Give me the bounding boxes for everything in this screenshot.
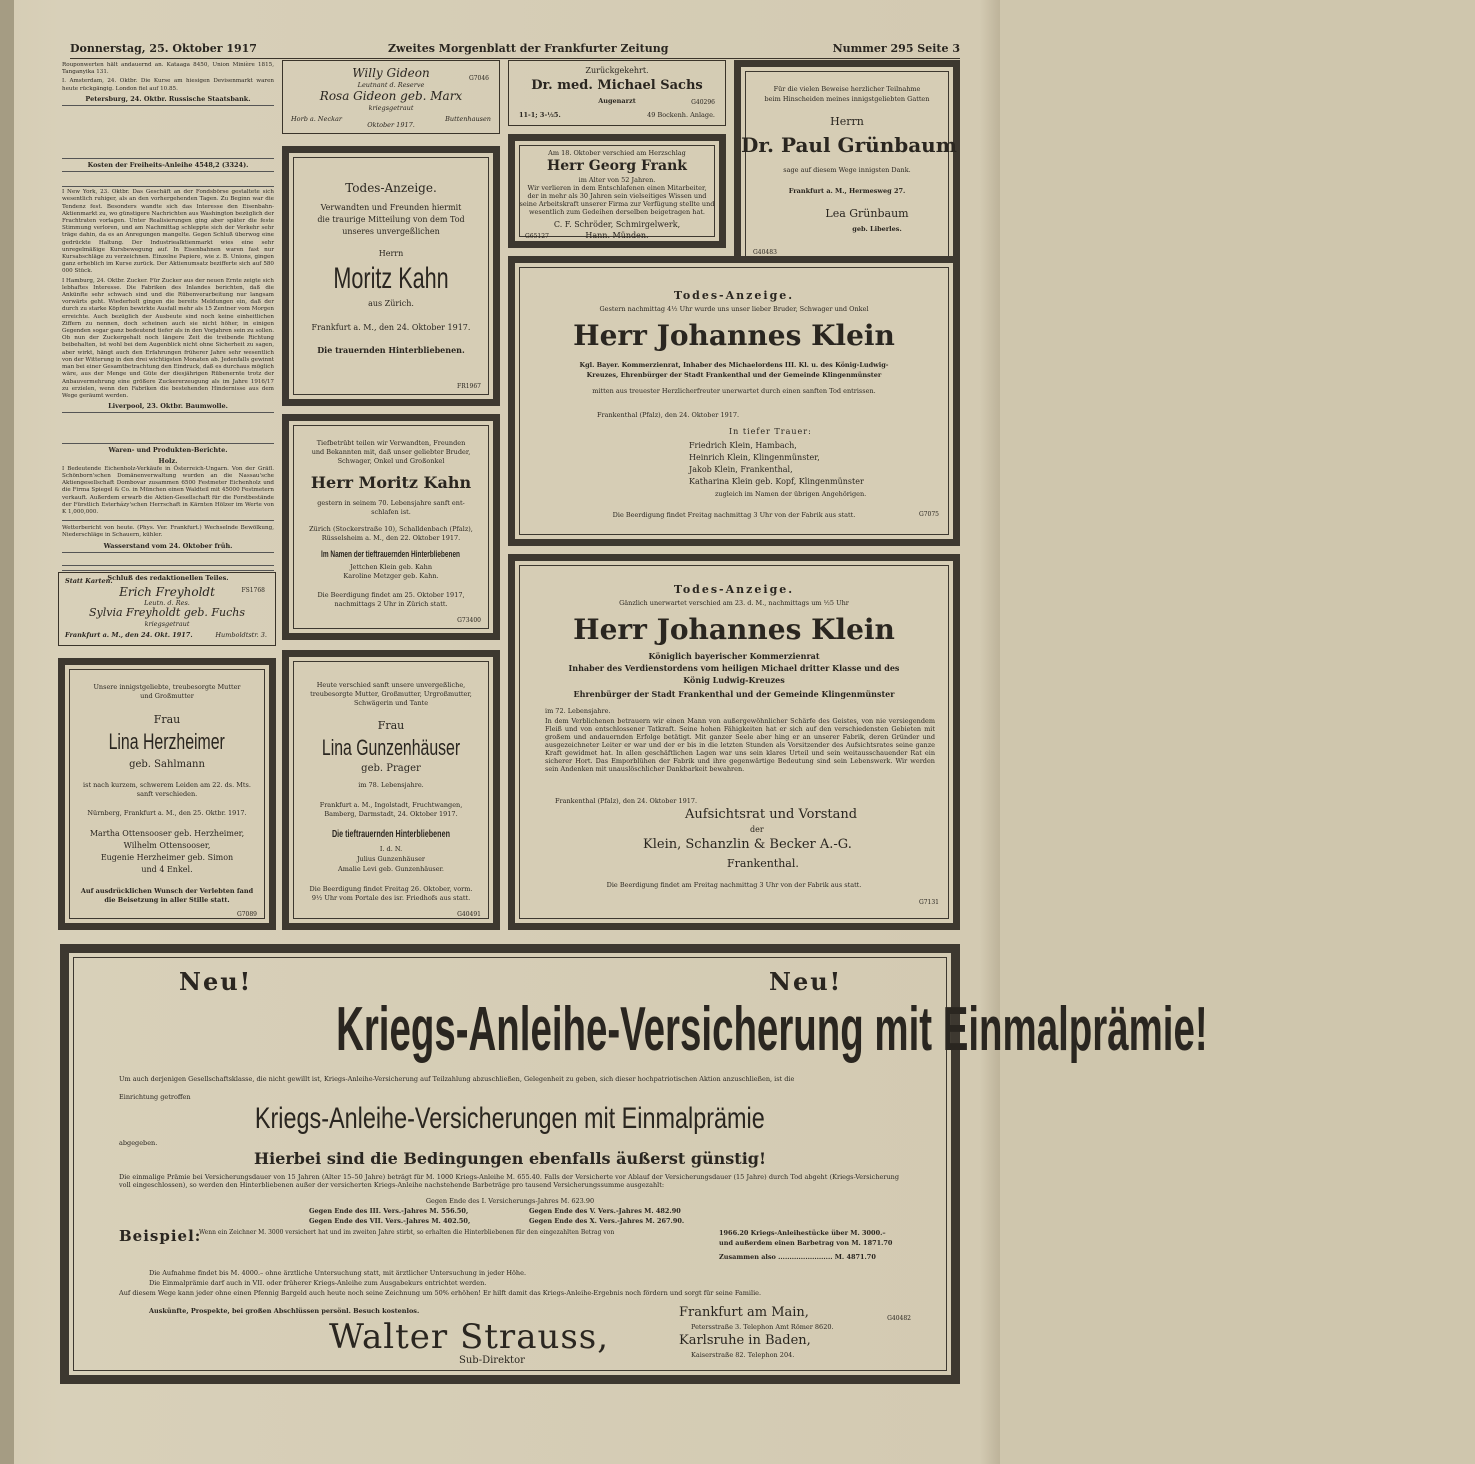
kahn1-signer: Die trauernden Hinterbliebenen.: [317, 345, 465, 355]
gunzen-signer: Julius Gunzenhäuser: [356, 855, 426, 863]
kahn2-signer: Karoline Metzger geb. Kahn.: [343, 572, 439, 580]
news-paragraph: I. Amsterdam, 24. Oktbr. Die Kurse am hiesigen Devisenmarkt waren heute rückgängig. London fiel auf 10.85.: [62, 78, 274, 92]
notice-kahn-2: [282, 414, 500, 640]
ad-detail: Die Aufnahme findet bis M. 4000.– ohne ärztliche Untersuchung statt, mit ärztlicher Untersuchung in jeder Höhe.: [149, 1269, 527, 1277]
news-subheading: Kosten der Freiheits-Anleihe 4548,2 (3324).: [87, 161, 249, 170]
kahn2-funeral: nachmittags 2 Uhr in Zürich statt.: [334, 600, 448, 608]
kahn1-heading: Todes-Anzeige.: [345, 181, 437, 195]
ad-intro: abgegeben.: [119, 1139, 158, 1147]
ad-agent-title: Sub-Direktor: [459, 1355, 525, 1366]
gunzen-title: Frau: [377, 719, 405, 732]
herzheimer-born: geb. Sahlmann: [129, 759, 205, 770]
freyholdt-status: kriegsgetraut: [144, 620, 190, 628]
cotton-table: [62, 412, 274, 444]
klein1-mourner: Heinrich Klein, Klingenmünster,: [689, 453, 820, 462]
klein1-line: Kreuzes, Ehrenbürger der Stadt Frankenthal und der Gemeinde Klingenmünster: [586, 371, 882, 379]
klein2-line: König Ludwig-Kreuzes: [683, 675, 785, 685]
news-paragraph: I New York, 23. Oktbr. Das Geschäft an der Fondsbörse gestaltete sich wesentlich ruhiger, als an den vorhergehenden Tagen. Zu Beginn war die Tendenz fest. Besonders wandte sich das Interesse den Eisenbahn-Aktienmarkt zu, wo günstigere Nachrichten aus Washington bezüglich der Frachtraten vorlagen. Unter Realisierungen ging aber später die feste Stimmung verloren, und am Nachmittag schleppte sich der Verkehr sehr träge dahin, da es an Anregungen mangelte. Gegen Schluß überwog eine gedrückte Haltung. Der Industriealktienmarkt wies eine sehr unregelmäßige Kursbewegung auf. In Eisenbahnen waren fast nur Kursabschläge zu verzeichnen. Einzelne Papiere, wie z. B. Unions, gingen ganz erheblich im Kurse zurück. Der Aktienumsatz bezifferte sich auf 580 000 Stück.: [62, 189, 274, 275]
notice-sachs: [508, 60, 726, 126]
gunzen-date: Bamberg, Darmstadt, 24. Oktober 1917.: [324, 810, 458, 818]
freyholdt-note: Statt Karten.: [65, 577, 113, 585]
klein2-line: Inhaber des Verdienstordens vom heiligen Michael dritter Klasse und des: [568, 663, 900, 673]
gruenbaum-address: Frankfurt a. M., Hermesweg 27.: [788, 187, 906, 195]
news-subheading: Waren- und Produkten-Berichte.: [108, 446, 228, 455]
ad-subheadline: Kriegs-Anleihe-Versicherungen mit Einmalprämie: [255, 1102, 765, 1135]
kahn2-place: Zürich (Stockerstraße 10), Schalldenbach (Pfalz),: [309, 525, 473, 533]
ad-rate: Gegen Ende des VII. Vers.-Jahres M. 402.50,: [309, 1217, 471, 1225]
gunzen-line: Heute verschied sanft unsere unvergeßliche,: [316, 681, 466, 689]
ad-example-amount: 1966.20 Kriegs-Anleihestücke über M. 3000.–: [719, 1229, 886, 1237]
klein1-line: Gestern nachmittag 4½ Uhr wurde uns unser lieber Bruder, Schwager und Onkel: [599, 305, 869, 313]
gunzen-name: Lina Gunzenhäuser: [321, 735, 461, 760]
klein2-heading: Todes-Anzeige.: [673, 583, 795, 596]
kahn1-date: Frankfurt a. M., den 24. Oktober 1917.: [311, 323, 471, 332]
ad-code: G65127: [525, 233, 549, 240]
gruenbaum-line: Für die vielen Beweise herzlicher Teilnahme: [773, 85, 921, 93]
freyholdt-name: Erich Freyholdt: [119, 585, 215, 599]
frank-name: Herr Georg Frank: [546, 158, 688, 174]
frank-city: Hann. Münden.: [585, 231, 649, 240]
page-header: [70, 40, 960, 59]
herzheimer-signer: Martha Ottensooser geb. Herzheimer,: [89, 829, 245, 838]
gruenbaum-line: sage auf diesem Wege innigsten Dank.: [783, 166, 911, 174]
klein1-line: mitten aus treuester Herzlicherfreuter unerwartet durch einen sanften Tod entrissen.: [592, 387, 876, 395]
herzheimer-name: Lina Herzheimer: [108, 729, 226, 754]
klein1-line: Kgl. Bayer. Kommerzienrat, Inhaber des Michaelordens III. Kl. u. des König-Ludwig-: [579, 361, 889, 369]
gideon-place1: Horb a. Neckar: [291, 115, 343, 123]
ad-code: G40491: [457, 911, 481, 918]
ad-detail: Auf diesem Wege kann jeder ohne einen Pfennig Bargeld auch heute noch seine Zeichnung um 50% erhöhen! Er hilft damit das Kriegs-Anleihe-Ergebnis noch fördern und sorgt für seine Familie.: [119, 1289, 762, 1297]
freyholdt-place: Frankfurt a. M., den 24. Okt. 1917.: [65, 631, 193, 639]
ad-rate: Gegen Ende des X. Vers.-Jahres M. 267.90.: [529, 1217, 685, 1225]
klein2-eulogy: In dem Verblichenen betrauern wir einen Mann von außergewöhnlicher Schärfe des Geistes, von nie versiegendem Fleiß und von entschlossener Tatkraft. Seine hohen Fähigkeiten hat er sich auf den verschiedensten Gebieten mit großem und andauernden Erfolge betätigt. Mit ganzer Seele aber hing er an unserer Fabrik, deren Gründer und ausgezeichneter Leiter er war und der er bis in die letzten Stunden als Vorsitzender des Aufsichtsrates seine ganze Kraft gewidmet hat. In allen geschäftlichen Lagen war uns sein klares Urteil und sein weitausschauender Rat ein sicherer Hort. Das Emporblühen der Fabrik und ihre gegenwärtige Bedeutung sind sein Lebenswerk. Wir werden sein Andenken mit unauslöschlicher Dankbarkeit bewahren.: [545, 717, 935, 773]
herzheimer-signer: Eugenie Herzheimer geb. Simon: [100, 853, 234, 862]
kahn1-line: Verwandten und Freunden hiermit: [320, 203, 462, 212]
news-subheading: Liverpool, 23. Oktbr. Baumwolle.: [108, 402, 228, 411]
gunzen-funeral: 9½ Uhr vom Portale des isr. Friedhofs aus statt.: [311, 894, 471, 902]
klein2-line: Gänzlich unerwartet verschied am 23. d. M., nachmittags um ½5 Uhr: [619, 599, 849, 607]
herzheimer-line: die Beisetzung in aller Stille statt.: [104, 896, 230, 904]
klein1-mourner: Katharina Klein geb. Kopf, Klingenmünster: [689, 477, 864, 486]
frank-company: C. F. Schröder, Schmirgelwerk,: [553, 220, 681, 229]
gunzen-age: im 78. Lebensjahre.: [358, 781, 424, 789]
notice-gideon: [282, 60, 500, 134]
frank-line: wesentlich zum Gedeihen derselben beigetragen hat.: [528, 208, 706, 216]
kahn1-name: Moritz Kahn: [333, 262, 449, 295]
kahn1-title: Herrn: [378, 249, 404, 258]
ad-new-label: Neu!: [769, 967, 843, 996]
ad-example-label: Beispiel:: [119, 1227, 202, 1245]
gruenbaum-title: Herrn: [830, 115, 864, 128]
herzheimer-date: Nürnberg, Frankfurt a. M., den 25. Oktbr. 1917.: [87, 809, 247, 817]
klein2-line: Königlich bayerischer Kommerzienrat: [648, 651, 820, 661]
ad-city: Karlsruhe in Baden,: [679, 1333, 811, 1348]
kahn2-funeral: Die Beerdigung findet am 25. Oktober 1917,: [317, 591, 465, 599]
ad-address: Kaiserstraße 82. Telephon 204.: [691, 1351, 795, 1359]
klein2-name: Herr Johannes Klein: [573, 613, 895, 646]
news-subheading: Petersburg, 24. Oktbr. Russische Staatsbank.: [85, 94, 251, 103]
klein1-mourners-heading: In tiefer Trauer:: [729, 427, 812, 436]
klein2-place-date: Frankenthal (Pfalz), den 24. Oktober 1917.: [555, 797, 698, 805]
ad-new-label: Neu!: [179, 967, 253, 996]
klein2-city: Frankenthal.: [727, 857, 799, 870]
herzheimer-signer: und 4 Enkel.: [141, 865, 193, 874]
previous-page-edge: [0, 0, 14, 1464]
ad-code: G7046: [468, 75, 489, 82]
notice-klein-2: [508, 554, 960, 930]
gunzen-signer-heading: Die tieftrauernden Hinterbliebenen: [331, 829, 451, 840]
freyholdt-rank: Leutn. d. Res.: [144, 599, 190, 607]
klein2-line: der: [750, 825, 764, 834]
gideon-date: Oktober 1917.: [367, 121, 415, 129]
gunzen-funeral: Die Beerdigung findet Freitag 26. Oktober, vorm.: [309, 885, 473, 893]
ad-city: Frankfurt am Main,: [679, 1305, 809, 1320]
klein2-funeral: Die Beerdigung findet am Freitag nachmittag 3 Uhr von der Fabrik aus statt.: [606, 881, 862, 889]
herzheimer-line: Auf ausdrücklichen Wunsch der Verlebten fand: [80, 887, 254, 895]
ad-code: G40482: [887, 1315, 911, 1322]
ad-rate: Gegen Ende des III. Vers.-Jahres M. 556.50,: [309, 1207, 469, 1215]
klein2-board: Aufsichtsrat und Vorstand: [685, 807, 858, 822]
klein1-mourner: Jakob Klein, Frankenthal,: [689, 465, 793, 474]
news-paragraph: I Bedeutende Eichenholz-Verkäufe in Österreich-Ungarn. Von der Gräfl. Schönborn'schen Domänenverwaltung wurden an die Nassau'sche Aktiengesellschaft Dombovar zusammen 6500 Festmeter Eichenholz und die Firma Spiegel & Co. in München einen Waldteil mit 45000 Festmetern verkauft. Außerdem erwarb die Aktien-Gesellschaft für die Forstbestände der Fürstlich Esterházy'schen Herrschaft in Kärnten Hölzer im Werte von K 1,000,000.: [62, 465, 274, 515]
ad-code: G7075: [918, 511, 939, 518]
ad-code: G40483: [753, 249, 777, 256]
kahn2-name: Herr Moritz Kahn: [310, 473, 472, 492]
ad-example-total: Zusammen also ........................ M. 4871.70: [719, 1253, 876, 1261]
gideon-place2: Buttenhausen: [445, 115, 491, 123]
kahn2-line: Schwager, Onkel und Großonkel: [337, 457, 445, 465]
ad-terms: Die einmalige Prämie bei Versicherungsdauer von 15 Jahren (Alter 15–50 Jahre) beträgt für M. 1000 Kriegs-Anleihe M. 655.40. Falls der Versicherte vor Ablauf der Versicherungsdauer (15 Jahre) durch Tod abgeht (Kriegs-Versicherung voll eingeschlossen), so werden den Hinterbliebenen außer der versicherten Kriegs-Anleihe nachstehende Barbeträge pro tausend Versicherungssumme ausgezahlt:: [119, 1173, 899, 1189]
ad-code: G40296: [691, 99, 715, 106]
notice-kahn-1: [282, 146, 500, 406]
gunzen-signer: Amalie Levi geb. Gunzenhäuser.: [338, 865, 444, 873]
stock-table: [62, 171, 274, 187]
gruenbaum-line: beim Hinscheiden meines innigstgeliebten Gatten: [764, 95, 930, 103]
news-paragraph: Rouponwerten hält andauernd an. Kataaga 8450, Union Minière 1815, Tanganyika 131.: [62, 62, 274, 76]
herzheimer-signer: Wilhelm Ottensooser,: [123, 841, 211, 850]
ad-conditions: Hierbei sind die Bedingungen ebenfalls äußerst günstig!: [254, 1149, 766, 1168]
gideon-status: kriegsgetraut: [368, 104, 414, 112]
notice-frank: [508, 134, 726, 248]
herzheimer-title: Frau: [153, 713, 181, 726]
herzheimer-line: ist nach kurzem, schwerem Leiden am 22. ds. Mts.: [83, 781, 251, 789]
ad-agent-name: Walter Strauss,: [329, 1317, 610, 1357]
gruenbaum-signer: Lea Grünbaum: [825, 207, 909, 220]
ad-rate: Gegen Ende des V. Vers.-Jahres M. 482.90: [529, 1207, 681, 1215]
stock-table: [62, 105, 274, 159]
header-date: Donnerstag, 25. Oktober 1917: [70, 42, 257, 55]
gruenbaum-signer-born: geb. Liberles.: [852, 225, 902, 233]
kahn1-line: die traurige Mitteilung von dem Tod: [317, 215, 465, 224]
klein1-mourner: Friedrich Klein, Hambach,: [689, 441, 797, 450]
ad-code: FS1768: [241, 587, 265, 594]
klein1-name: Herr Johannes Klein: [573, 319, 895, 352]
notice-gruenbaum: [734, 60, 960, 270]
notice-freyholdt: [58, 572, 276, 646]
ad-code: G73400: [457, 617, 481, 624]
klein1-funeral: Die Beerdigung findet Freitag nachmittag 3 Uhr von der Fabrik aus statt.: [612, 511, 856, 519]
ad-code: G7089: [236, 911, 257, 918]
klein1-line: zugleich im Namen der übrigen Angehörigen.: [715, 490, 867, 498]
ad-info: Auskünfte, Prospekte, bei großen Abschlüssen persönl. Besuch kostenlos.: [149, 1307, 420, 1315]
kahn2-line: und Bekannten mit, daß unser geliebter Bruder,: [311, 448, 471, 456]
header-page-number: Nummer 295 Seite 3: [832, 42, 960, 55]
kahn1-line: unseres unvergeßlichen: [342, 227, 440, 236]
sachs-hours: 11-1; 3-½5.: [519, 111, 561, 119]
water-level-table: [62, 552, 274, 566]
ad-example-amount: und außerdem einen Barbetrag von M. 1871.70: [719, 1239, 893, 1247]
klein1-place-date: Frankenthal (Pfalz), den 24. Oktober 1917.: [597, 411, 740, 419]
freyholdt-wife: Sylvia Freyholdt geb. Fuchs: [88, 606, 246, 619]
notice-klein-1: [508, 256, 960, 546]
gunzen-place: Frankfurt a. M., Ingolstadt, Fruchtwangen,: [319, 801, 463, 809]
klein2-age: im 72. Lebensjahre.: [545, 707, 611, 715]
ad-code: G7131: [918, 899, 939, 906]
news-paragraph: I Hamburg, 24. Oktbr. Zucker. Für Zucker aus der neuen Ernte zeigte sich lebhaftes Interesse. Die Fabriken des Inlandes berichten, daß die Ankünfte sehr schwach sind und die Rübenverarbeitung nur langsam vorwärts geht. Wiederholt gingen die bereits Meldungen ein, daß der durch zu starke Köpfen bewirkte Ausfall mehr als 15 Zentner vom Morgen erreichte. Auch bezüglich der Ausbeute sind noch keine einheitlichen Ziffern zu nennen, doch scheinen auch sie nicht höher, in einigen Gegenden sogar ganz bedeutend tiefer als in den Vorjahren sein zu sollen. Ob nun der Zuckergehalt noch längere Zeit die treibende Richtung beibehalten, ist wohl bei dem Augenblick nicht ohne Sicherheit zu sagen, aber wirkt, hängt auch den Erfahrungen früherer Jahre sehr wesentlich von der Witterung in den drei wichtigsten Monaten ab. Jedenfalls gewinnt man bei einer Gesamtbetrachtung den Eindruck, daß es durchaus möglich wäre, aus der Menge und Güte der diesjährigen Rübenernte trotz der Anbauvermehrung eine größere Zuckererzeugung als im Jahre 1916/17 zu erzielen, wenn den Fabriken die bestehenden Hindernisse aus dem Wege geräumt werden.: [62, 277, 274, 399]
gideon-name: Willy Gideon: [352, 66, 430, 80]
news-paragraph: Wetterbericht von heute. (Phys. Ver. Frankfurt.) Wechselnde Bewölkung, Niederschläge in Schauern, kühler.: [62, 525, 274, 539]
kahn1-origin: aus Zürich.: [368, 299, 414, 308]
kahn2-signer-heading: Im Namen der tieftrauernden Hinterbliebenen: [321, 549, 461, 559]
ad-intro: Um auch derjenigen Gesellschaftsklasse, die nicht gewillt ist, Kriegs-Anleihe-Versicherung auf Teilzahlung abzuschließen, Gelegenheit zu geben, sich dieser hochpatriotischen Aktion anzuschließen, ist die: [119, 1075, 795, 1083]
kahn2-signer: Jettchen Klein geb. Kahn: [349, 563, 433, 571]
frank-line: Wir verlieren in dem Entschlafenen einen Mitarbeiter,: [527, 184, 707, 192]
gunzen-line: treubesorgte Mutter, Großmutter, Urgroßmutter,: [310, 690, 472, 698]
ad-address: Petersstraße 3. Telephon Amt Römer 8620.: [691, 1323, 834, 1331]
editorial-end-note: Schluß des redaktionellen Teiles.: [107, 573, 229, 582]
klein2-line: Ehrenbürger der Stadt Frankenthal und der Gemeinde Klingenmünster: [573, 689, 895, 699]
klein2-company: Klein, Schanzlin & Becker A.-G.: [643, 837, 852, 852]
gideon-rank: Leutnant d. Reserve: [357, 81, 425, 89]
war-bond-insurance-ad: [60, 944, 1208, 1384]
ad-code: FR1967: [457, 383, 481, 390]
herzheimer-line: sanft verschieden.: [136, 790, 198, 798]
herzheimer-line: und Großmutter: [140, 692, 194, 700]
sachs-address: 49 Bockenh. Anlage.: [647, 111, 715, 119]
sachs-returned: Zurückgekehrt.: [585, 66, 649, 75]
header-paper-title: Zweites Morgenblatt der Frankfurter Zeitung: [388, 42, 669, 55]
herzheimer-line: Unsere innigstgeliebte, treubesorgte Mutter: [93, 683, 241, 691]
kahn2-date: Rüsselsheim a. M., den 22. Oktober 1917.: [321, 534, 461, 542]
gunzen-line: Schwägerin und Tante: [353, 699, 429, 707]
klein1-heading: Todes-Anzeige.: [673, 289, 795, 302]
gideon-wife: Rosa Gideon geb. Marx: [319, 89, 463, 103]
sachs-profession: Augenarzt: [598, 97, 636, 105]
news-subheading: Holz.: [158, 456, 178, 465]
ad-intro: Einrichtung getroffen: [119, 1093, 191, 1101]
gunzen-born: geb. Prager: [361, 763, 421, 774]
sachs-name: Dr. med. Michael Sachs: [531, 78, 703, 93]
news-subheading: Wasserstand vom 24. Oktober früh.: [103, 541, 233, 550]
frank-line: Am 18. Oktober verschied am Herzschlag: [548, 149, 686, 157]
frank-line: im Alter von 52 Jahren.: [578, 176, 656, 184]
ad-example: Wenn ein Zeichner M. 3000 versichert hat und im zweiten Jahre stirbt, so erhalten die Hinterbliebenen für den eingezahlten Betrag von: [199, 1229, 615, 1236]
kahn2-line: gestern in seinem 70. Lebensjahre sanft ent-: [317, 499, 465, 507]
freyholdt-address: Humboldtstr. 3.: [215, 631, 267, 639]
ad-rate: Gegen Ende des I. Versicherungs-Jahres M. 623.90: [425, 1197, 595, 1205]
ad-headline: Kriegs-Anleihe-Versicherung mit Einmalprämie!: [336, 995, 1208, 1064]
kahn2-line: schlafen ist.: [371, 508, 411, 516]
kahn2-line: Tiefbetrübt teilen wir Verwandten, Freunden: [316, 439, 466, 447]
gruenbaum-name: Dr. Paul Grünbaum: [741, 133, 957, 157]
frank-line: der in mehr als 30 Jahren sein vielseitiges Wissen und: [527, 192, 707, 200]
notice-gunzenhaeuser: [282, 650, 500, 930]
gunzen-signer: I. d. N.: [379, 845, 403, 853]
frank-line: seine Arbeitskraft unserer Firma zur Verfügung stellte und: [519, 200, 715, 208]
notice-herzheimer: [58, 658, 276, 930]
ad-detail: Die Einmalprämie darf auch in VII. oder früherer Kriegs-Anleihe zum Ausgabekurs entrichtet werden.: [149, 1279, 487, 1287]
